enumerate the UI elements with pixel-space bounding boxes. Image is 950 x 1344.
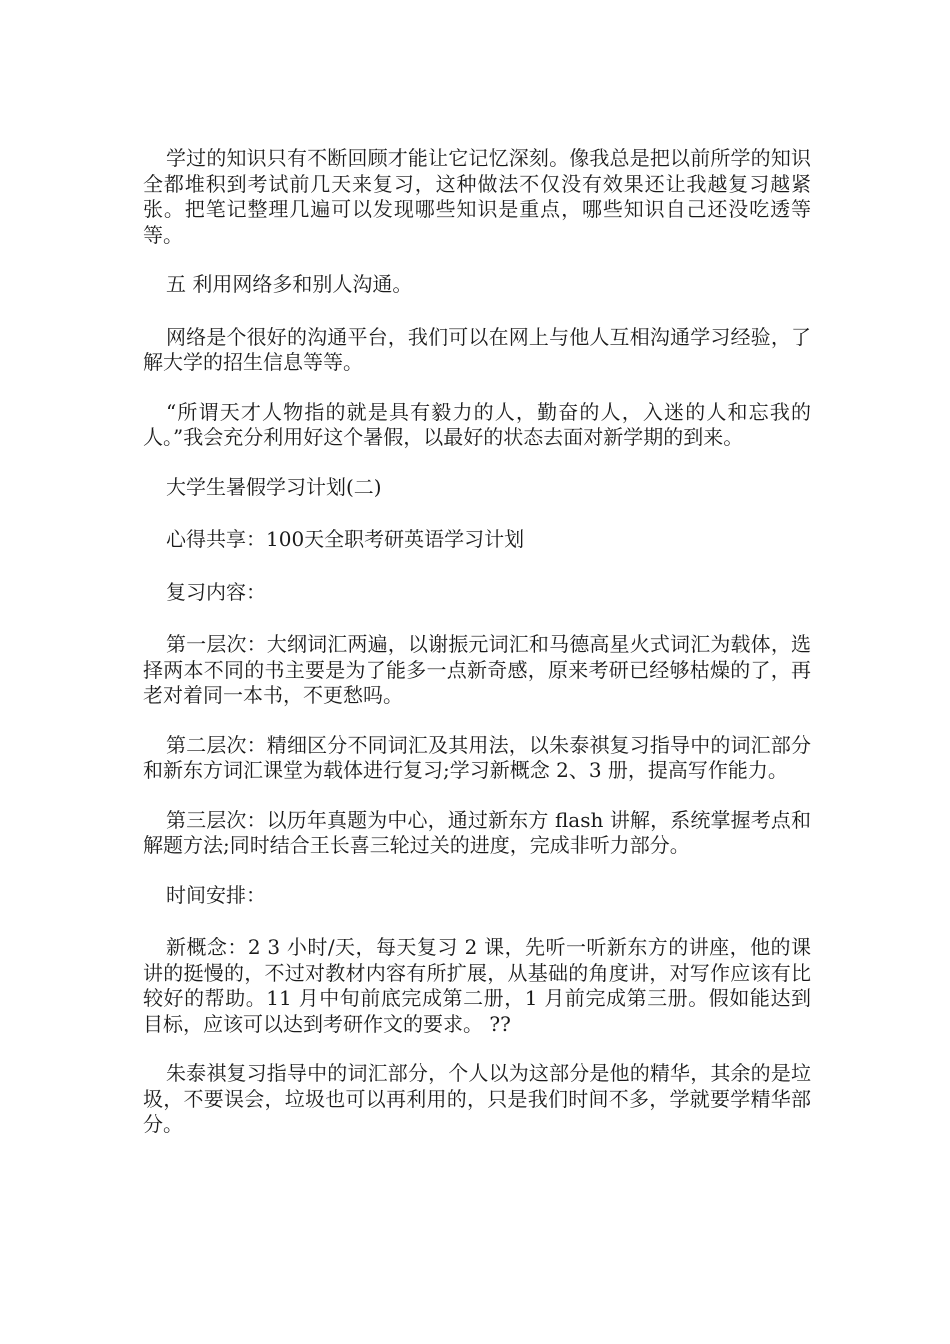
paragraph-level-two: 第二层次：精细区分不同词汇及其用法，以朱泰祺复习指导中的词汇部分和新东方词汇课堂为载体进行复习;学习新概念 2、3 册，提高写作能力。 (143, 732, 811, 782)
paragraph-zhu-taiqi: 朱泰祺复习指导中的词汇部分，个人以为这部分是他的精华，其余的是垃圾，不要误会，垃圾也可以再利用的，只是我们时间不多，学就要学精华部分。 (143, 1061, 811, 1136)
paragraph-quote-genius: “所谓天才人物指的就是具有毅力的人，勤奋的人，入迷的人和忘我的人。”我会充分利用好这个暑假，以最好的状态去面对新学期的到来。 (143, 399, 811, 449)
section-title-plan-two: 大学生暑假学习计划(二) (166, 474, 382, 499)
heading-time-schedule: 时间安排： (166, 882, 266, 907)
paragraph-network: 网络是个很好的沟通平台，我们可以在网上与他人互相沟通学习经验，了解大学的招生信息等等。 (143, 324, 811, 374)
document-page (143, 146, 811, 1162)
paragraph-level-one: 第一层次：大纲词汇两遍，以谢振元词汇和马德高星火式词汇为载体，选择两本不同的书主要是为了能多一点新奇感，原来考研已经够枯燥的了，再老对着同一本书，不更愁吗。 (143, 632, 811, 707)
section-heading-network: 五 利用网络多和别人沟通。 (166, 272, 413, 296)
heading-review-content: 复习内容： (166, 579, 266, 604)
paragraph-new-concept: 新概念：2 3 小时/天，每天复习 2 课，先听一听新东方的讲座，他的课讲的挺慢的，不过对教材内容有所扩展，从基础的角度讲，对写作应该有比较好的帮助。11 月中旬前底完成第二册，1 月前完成第三册。假如能达到目标，应该可以达到考研作文的要求。 ?? (143, 935, 811, 1036)
paragraph-review-knowledge: 学过的知识只有不断回顾才能让它记忆深刻。像我总是把以前所学的知识全都堆积到考试前几天来复习，这种做法不仅没有效果还让我越复习越紧张。把笔记整理几遍可以发现哪些知识是重点，哪些知识自己还没吃透等等。 (143, 146, 811, 247)
paragraph-level-three: 第三层次：以历年真题为中心，通过新东方 flash 讲解，系统掌握考点和解题方法;同时结合王长喜三轮过关的进度，完成非听力部分。 (143, 807, 811, 857)
section-title-100-days: 心得共享：100天全职考研英语学习计划 (166, 527, 525, 551)
